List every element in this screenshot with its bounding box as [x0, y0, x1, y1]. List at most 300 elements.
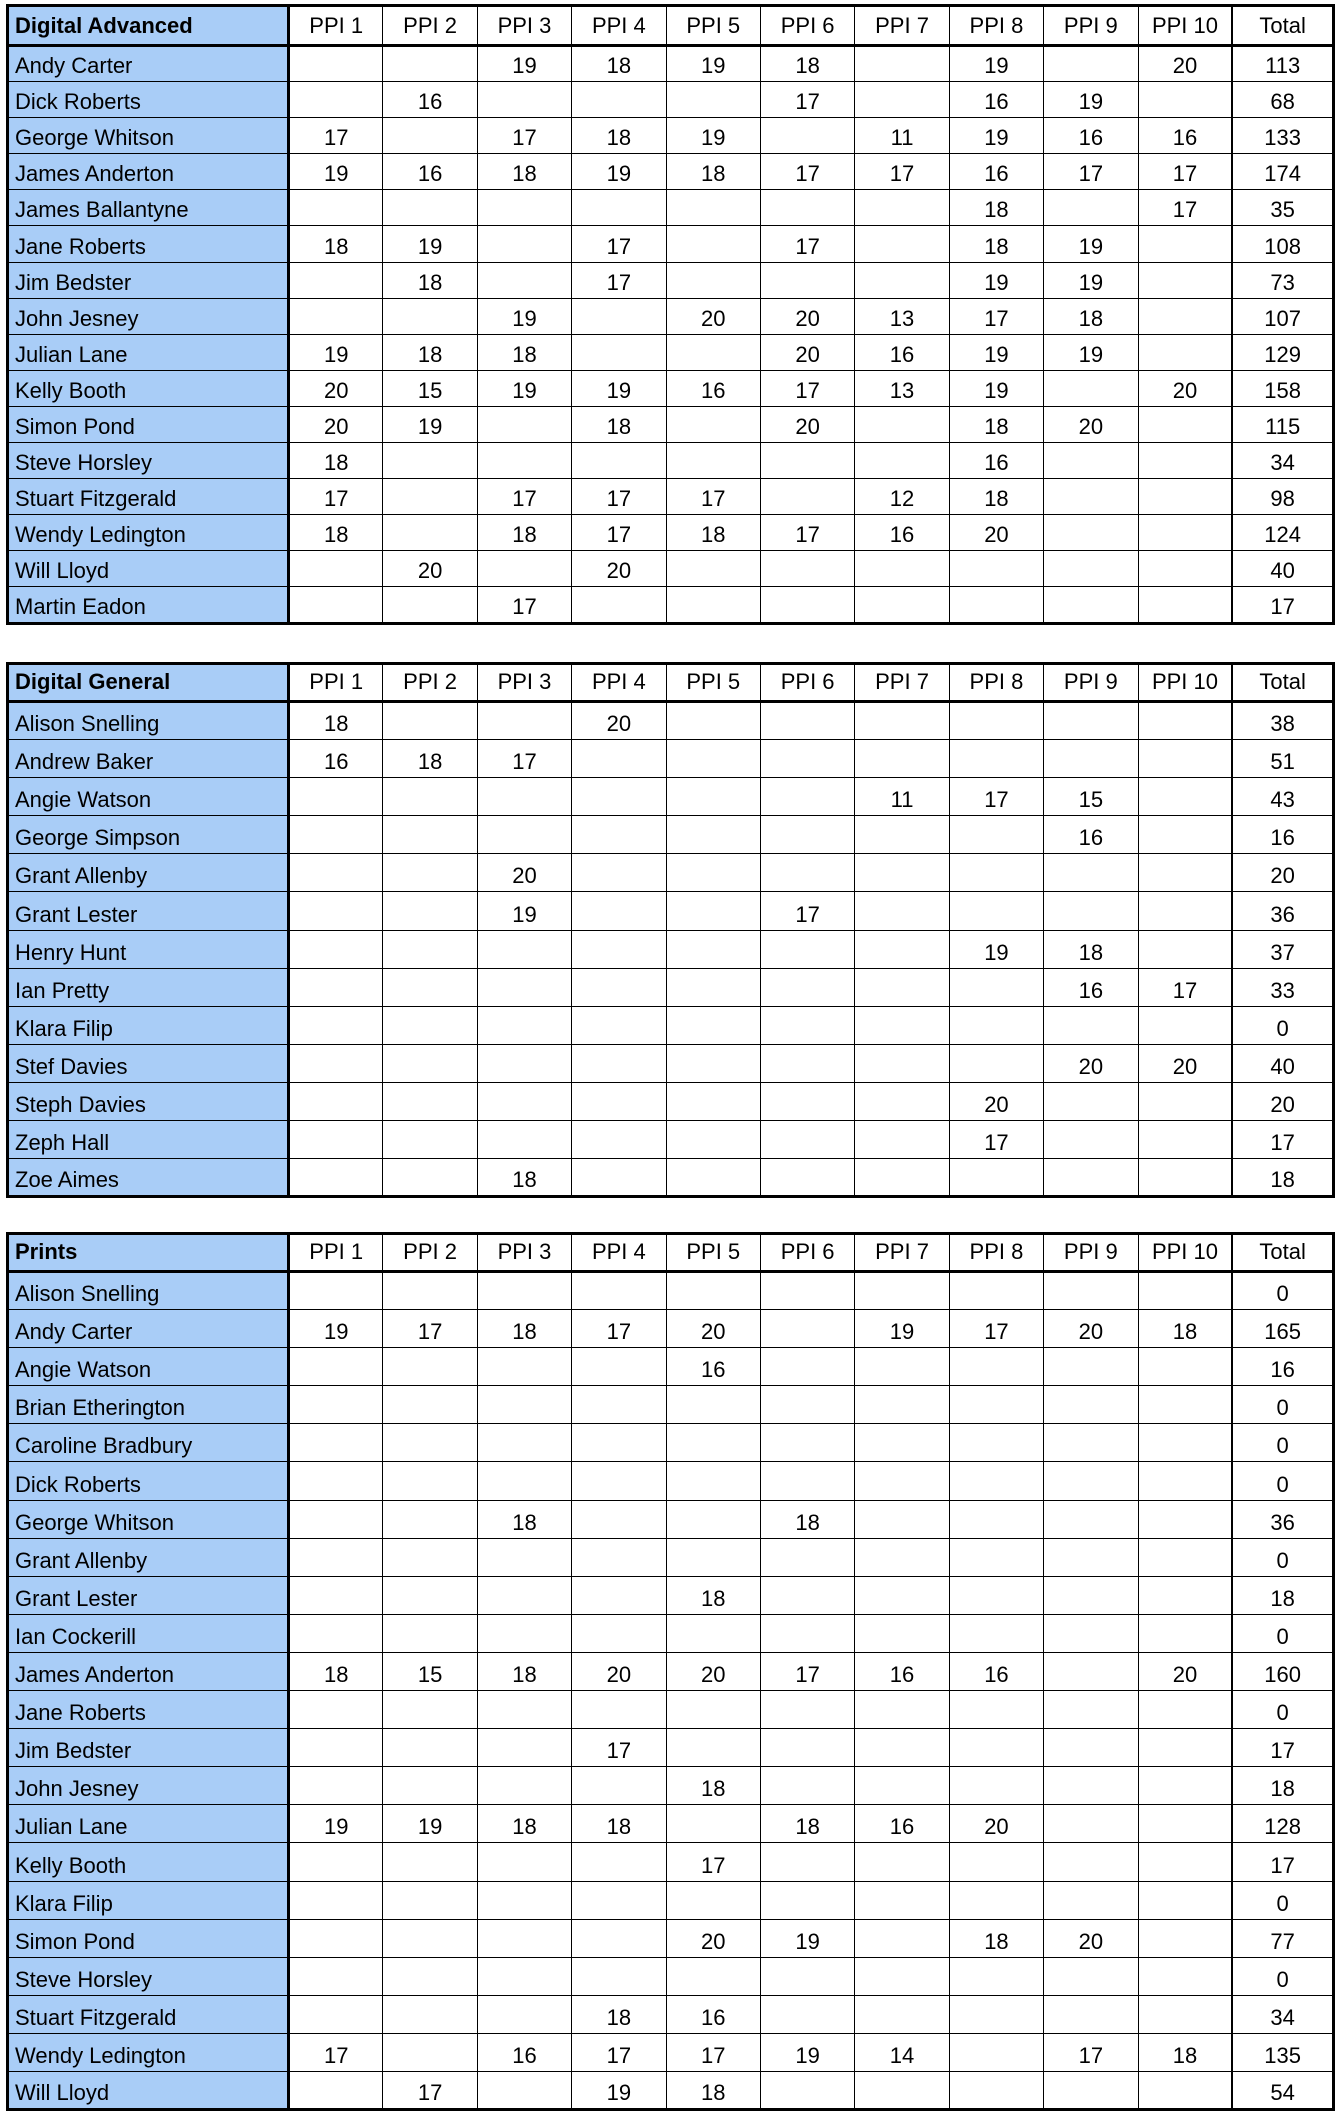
table-row [8, 740, 1334, 778]
score-cell [855, 892, 949, 930]
score-cell [1138, 2071, 1232, 2109]
score-cell: 17 [477, 118, 571, 154]
member-name: Kelly Booth [8, 370, 289, 406]
score-cell: 16 [383, 82, 477, 118]
score-cell [477, 262, 571, 298]
score-cell: 20 [1044, 406, 1138, 442]
score-cell [1138, 1729, 1232, 1767]
total-cell: 0 [1232, 1424, 1333, 1462]
score-cell: 18 [1138, 2033, 1232, 2071]
score-cell [477, 930, 571, 968]
score-cell [572, 1386, 666, 1424]
score-cell: 18 [949, 406, 1043, 442]
member-name: Julian Lane [8, 334, 289, 370]
score-cell [289, 46, 383, 82]
score-cell [855, 46, 949, 82]
score-cell [289, 930, 383, 968]
score-cell [477, 1843, 571, 1881]
total-cell: 108 [1232, 226, 1333, 262]
score-cell [855, 1614, 949, 1652]
score-cell: 16 [855, 1652, 949, 1690]
score-cell: 16 [666, 1995, 760, 2033]
score-cell [383, 1767, 477, 1805]
score-cell [1044, 190, 1138, 226]
score-cell [760, 190, 854, 226]
score-cell [1138, 1919, 1232, 1957]
score-cell: 20 [1138, 1044, 1232, 1082]
score-cell [666, 854, 760, 892]
column-header: PPI 10 [1138, 664, 1232, 702]
score-cell [666, 1614, 760, 1652]
member-name: John Jesney [8, 1767, 289, 1805]
score-cell [1138, 1614, 1232, 1652]
score-cell [1044, 1082, 1138, 1120]
score-cell: 19 [666, 118, 760, 154]
score-cell [949, 551, 1043, 587]
score-cell [572, 1614, 666, 1652]
score-cell [383, 118, 477, 154]
score-cell [855, 740, 949, 778]
score-cell [383, 479, 477, 515]
table-row [8, 1538, 1334, 1576]
score-cell [855, 1691, 949, 1729]
score-cell [760, 1386, 854, 1424]
score-cell [949, 1500, 1043, 1538]
total-cell: 36 [1232, 1500, 1333, 1538]
score-cell [572, 1082, 666, 1120]
score-cell [289, 190, 383, 226]
score-cell [1138, 1843, 1232, 1881]
score-cell [1044, 854, 1138, 892]
score-cell: 17 [666, 2033, 760, 2071]
score-cell [1044, 1843, 1138, 1881]
score-cell [1044, 479, 1138, 515]
total-cell: 0 [1232, 1957, 1333, 1995]
column-header: PPI 9 [1044, 6, 1138, 46]
member-name: Henry Hunt [8, 930, 289, 968]
score-cell [1044, 515, 1138, 551]
score-cell: 20 [1138, 370, 1232, 406]
score-cell [383, 443, 477, 479]
member-name: Martin Eadon [8, 587, 289, 623]
member-name: Ian Cockerill [8, 1614, 289, 1652]
table-row [8, 1424, 1334, 1462]
member-name: Stuart Fitzgerald [8, 1995, 289, 2033]
score-cell: 12 [855, 479, 949, 515]
table-row [8, 816, 1334, 854]
score-cell: 16 [949, 443, 1043, 479]
score-cell [383, 892, 477, 930]
table-row [8, 1995, 1334, 2033]
score-cell [383, 1500, 477, 1538]
score-cell [383, 190, 477, 226]
score-cell [1138, 1538, 1232, 1576]
score-cell [1138, 1881, 1232, 1919]
member-name: Andy Carter [8, 1310, 289, 1348]
score-cell: 17 [572, 1310, 666, 1348]
table-row [8, 1652, 1334, 1690]
score-cell: 13 [855, 370, 949, 406]
score-cell [760, 1576, 854, 1614]
score-cell: 16 [1044, 118, 1138, 154]
member-name: Brian Etherington [8, 1386, 289, 1424]
score-cell: 18 [949, 190, 1043, 226]
score-cell: 17 [760, 515, 854, 551]
score-cell [572, 1576, 666, 1614]
score-cell [1138, 1462, 1232, 1500]
member-name: Wendy Ledington [8, 515, 289, 551]
score-cell [572, 587, 666, 623]
score-cell [666, 551, 760, 587]
column-header: PPI 10 [1138, 6, 1232, 46]
score-cell: 16 [855, 334, 949, 370]
score-cell [383, 1919, 477, 1957]
score-cell [666, 1121, 760, 1159]
score-cell [289, 1006, 383, 1044]
score-cell: 20 [1044, 1919, 1138, 1957]
score-cell [572, 892, 666, 930]
score-cell [572, 1691, 666, 1729]
table-row [8, 82, 1334, 118]
total-cell: 113 [1232, 46, 1333, 82]
score-cell [383, 1843, 477, 1881]
score-cell [855, 1386, 949, 1424]
score-cell [760, 1159, 854, 1197]
total-cell: 0 [1232, 1691, 1333, 1729]
column-header: PPI 3 [477, 6, 571, 46]
score-cell: 16 [949, 154, 1043, 190]
score-cell: 17 [477, 740, 571, 778]
score-cell [1138, 1348, 1232, 1386]
score-cell: 19 [383, 406, 477, 442]
score-cell: 18 [666, 154, 760, 190]
score-cell: 19 [760, 2033, 854, 2071]
score-cell [1044, 1424, 1138, 1462]
score-cell [477, 190, 571, 226]
total-cell: 33 [1232, 968, 1333, 1006]
score-cell [289, 1121, 383, 1159]
score-cell [949, 587, 1043, 623]
score-cell [289, 1348, 383, 1386]
score-cell: 20 [1138, 1652, 1232, 1690]
score-cell [760, 1272, 854, 1310]
score-cell [383, 778, 477, 816]
score-cell [289, 892, 383, 930]
score-cell [383, 968, 477, 1006]
score-cell [383, 930, 477, 968]
score-cell [666, 1386, 760, 1424]
score-cell: 16 [855, 1805, 949, 1843]
total-cell: 16 [1232, 1348, 1333, 1386]
score-cell [855, 2071, 949, 2109]
score-cell [949, 1424, 1043, 1462]
total-cell: 37 [1232, 930, 1333, 968]
score-cell [289, 551, 383, 587]
score-cell [666, 740, 760, 778]
score-cell [949, 854, 1043, 892]
member-name: Steve Horsley [8, 1957, 289, 1995]
score-cell [949, 1729, 1043, 1767]
score-cell [949, 1881, 1043, 1919]
member-name: Stef Davies [8, 1044, 289, 1082]
score-cell [855, 262, 949, 298]
score-cell [760, 1957, 854, 1995]
score-cell: 18 [666, 1767, 760, 1805]
score-cell: 20 [572, 551, 666, 587]
column-header: PPI 1 [289, 664, 383, 702]
member-name: Ian Pretty [8, 968, 289, 1006]
table-row [8, 1310, 1334, 1348]
score-cell [572, 443, 666, 479]
score-cell [477, 778, 571, 816]
total-cell: 17 [1232, 1729, 1333, 1767]
score-cell [760, 262, 854, 298]
total-cell: 77 [1232, 1919, 1333, 1957]
score-cell [855, 816, 949, 854]
score-cell: 16 [666, 370, 760, 406]
member-name: Steph Davies [8, 1082, 289, 1120]
score-cell [855, 702, 949, 740]
score-cell [949, 816, 1043, 854]
score-cell [855, 1919, 949, 1957]
member-name: Kelly Booth [8, 1843, 289, 1881]
total-cell: 115 [1232, 406, 1333, 442]
score-cell [855, 1576, 949, 1614]
score-cell: 19 [477, 46, 571, 82]
table-row [8, 1843, 1334, 1881]
score-cell [477, 1729, 571, 1767]
score-cell: 17 [666, 479, 760, 515]
score-cell [666, 443, 760, 479]
score-cell [572, 778, 666, 816]
score-cell: 18 [572, 406, 666, 442]
score-cell [383, 1121, 477, 1159]
score-cell [1138, 1957, 1232, 1995]
total-cell: 98 [1232, 479, 1333, 515]
score-cell: 17 [572, 262, 666, 298]
score-cell: 19 [289, 334, 383, 370]
score-cell [383, 1691, 477, 1729]
score-cell: 19 [855, 1310, 949, 1348]
score-cell [949, 1006, 1043, 1044]
score-cell: 18 [289, 702, 383, 740]
score-cell [666, 1044, 760, 1082]
score-cell: 20 [1138, 46, 1232, 82]
score-cell [1138, 262, 1232, 298]
score-cell: 18 [1138, 1310, 1232, 1348]
score-cell [289, 1881, 383, 1919]
table-row [8, 1044, 1334, 1082]
score-cell [1138, 1159, 1232, 1197]
score-cell [289, 1995, 383, 2033]
score-cell [760, 1843, 854, 1881]
member-name: Zoe Aimes [8, 1159, 289, 1197]
score-cell [1138, 740, 1232, 778]
score-cell [289, 1044, 383, 1082]
score-cell [477, 1348, 571, 1386]
total-cell: 38 [1232, 702, 1333, 740]
score-cell [760, 1348, 854, 1386]
column-header: PPI 8 [949, 6, 1043, 46]
member-name: Grant Lester [8, 892, 289, 930]
score-cell [666, 1691, 760, 1729]
score-cell [760, 1424, 854, 1462]
score-cell [949, 892, 1043, 930]
table-row [8, 1462, 1334, 1500]
score-cell [855, 1272, 949, 1310]
score-cell [477, 1082, 571, 1120]
score-cell [1044, 740, 1138, 778]
score-cell: 18 [1044, 930, 1138, 968]
score-cell [949, 1614, 1043, 1652]
score-cell [855, 1881, 949, 1919]
score-cell [855, 1348, 949, 1386]
score-cell [383, 854, 477, 892]
score-cell [855, 1995, 949, 2033]
score-cell [572, 1881, 666, 1919]
table-row [8, 587, 1334, 623]
score-cell [760, 1614, 854, 1652]
score-cell: 20 [289, 406, 383, 442]
score-cell: 16 [666, 1348, 760, 1386]
score-cell: 16 [289, 740, 383, 778]
score-cell [1044, 2071, 1138, 2109]
total-cell: 0 [1232, 1462, 1333, 1500]
section-table-1 [6, 662, 1335, 1198]
table-row [8, 1729, 1334, 1767]
score-cell [760, 2071, 854, 2109]
score-cell [572, 1424, 666, 1462]
member-name: Jim Bedster [8, 262, 289, 298]
score-cell [383, 702, 477, 740]
score-cell: 17 [289, 479, 383, 515]
table-row [8, 551, 1334, 587]
total-cell: 16 [1232, 816, 1333, 854]
score-cell [949, 1348, 1043, 1386]
score-cell [289, 1576, 383, 1614]
score-cell [666, 334, 760, 370]
score-cell: 19 [1044, 334, 1138, 370]
table-row [8, 515, 1334, 551]
score-cell [477, 1957, 571, 1995]
score-cell [289, 1500, 383, 1538]
score-cell: 16 [1138, 118, 1232, 154]
score-cell [855, 1462, 949, 1500]
member-name: James Anderton [8, 1652, 289, 1690]
total-cell: 36 [1232, 892, 1333, 930]
score-cell: 18 [383, 740, 477, 778]
score-cell [1138, 702, 1232, 740]
score-cell [477, 1044, 571, 1082]
score-cell: 16 [949, 82, 1043, 118]
score-cell: 18 [383, 262, 477, 298]
score-cell [949, 1691, 1043, 1729]
score-cell [289, 2071, 383, 2109]
score-cell: 17 [949, 778, 1043, 816]
score-cell [666, 702, 760, 740]
score-cell: 17 [760, 82, 854, 118]
score-cell [477, 1121, 571, 1159]
member-name: Will Lloyd [8, 2071, 289, 2109]
total-header: Total [1232, 664, 1333, 702]
score-cell [383, 587, 477, 623]
total-cell: 160 [1232, 1652, 1333, 1690]
score-cell [289, 968, 383, 1006]
score-cell: 14 [855, 2033, 949, 2071]
score-cell [666, 190, 760, 226]
member-name: Angie Watson [8, 778, 289, 816]
score-cell [477, 1614, 571, 1652]
score-cell [383, 816, 477, 854]
score-cell [1044, 1995, 1138, 2033]
member-name: Simon Pond [8, 1919, 289, 1957]
score-cell: 16 [1044, 968, 1138, 1006]
score-cell [855, 1006, 949, 1044]
score-cell: 17 [572, 1729, 666, 1767]
column-header: PPI 2 [383, 664, 477, 702]
column-header: PPI 9 [1044, 1234, 1138, 1272]
total-cell: 128 [1232, 1805, 1333, 1843]
score-cell [289, 1691, 383, 1729]
score-cell [289, 1424, 383, 1462]
score-cell [572, 298, 666, 334]
score-cell [1044, 1881, 1138, 1919]
score-cell [383, 1159, 477, 1197]
table-row [8, 334, 1334, 370]
score-cell [760, 1538, 854, 1576]
score-cell: 17 [760, 892, 854, 930]
score-cell [949, 1576, 1043, 1614]
score-cell [1138, 82, 1232, 118]
total-cell: 17 [1232, 587, 1333, 623]
score-cell [1138, 778, 1232, 816]
score-cell [760, 1767, 854, 1805]
score-cell [383, 1881, 477, 1919]
score-cell [1138, 816, 1232, 854]
score-cell: 19 [949, 930, 1043, 968]
score-cell [1044, 1538, 1138, 1576]
score-cell [855, 1729, 949, 1767]
score-cell: 19 [1044, 82, 1138, 118]
table-row [8, 479, 1334, 515]
total-cell: 40 [1232, 551, 1333, 587]
total-cell: 40 [1232, 1044, 1333, 1082]
member-name: George Simpson [8, 816, 289, 854]
score-cell [949, 968, 1043, 1006]
score-cell: 20 [1044, 1044, 1138, 1082]
score-cell [855, 551, 949, 587]
score-cell: 19 [949, 334, 1043, 370]
score-cell: 19 [289, 1310, 383, 1348]
score-cell [383, 1995, 477, 2033]
score-cell [1138, 587, 1232, 623]
score-cell [666, 226, 760, 262]
score-cell [855, 1957, 949, 1995]
score-cell [949, 1272, 1043, 1310]
total-cell: 158 [1232, 370, 1333, 406]
member-name: Zeph Hall [8, 1121, 289, 1159]
score-cell [383, 1006, 477, 1044]
score-cell [666, 1462, 760, 1500]
score-cell [760, 587, 854, 623]
score-cell [1044, 1121, 1138, 1159]
score-cell [477, 816, 571, 854]
score-cell: 18 [477, 334, 571, 370]
column-header: PPI 6 [760, 1234, 854, 1272]
total-cell: 43 [1232, 778, 1333, 816]
score-cell [760, 1995, 854, 2033]
score-cell [949, 2071, 1043, 2109]
